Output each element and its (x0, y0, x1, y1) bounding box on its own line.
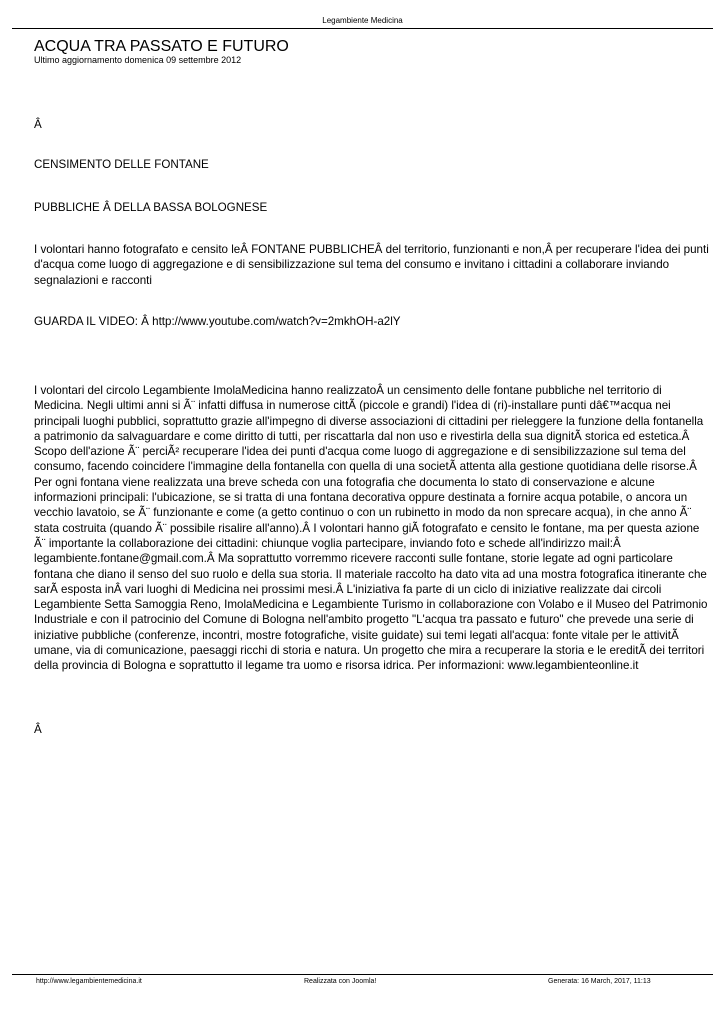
intro-paragraph: I volontari hanno fotografato e censito leÂ FONTANE PUBBLICHEÂ del territorio, funzionanti e non,Â per recuperare l'idea dei punti d'acqua come luogo di aggregazione e di sensibilizzazione sul tema del consumo e invitano i cittadini a collaborare inviando segnalazioni e racconti (34, 243, 709, 287)
main-body-paragraph: I volontari del circolo Legambiente ImolaMedicina hanno realizzatoÂ un censimento delle fontane pubbliche nel territorio di Medicina. Negli ultimi anni si Ã¨ infatti diffusa in numerose cittÃ (piccole e grandi) l'idea di (ri)-installare punti dâ€™acqua nei principali luoghi pubblici, soprattutto grazie all'impegno di diverse associazioni di cittadini per rieleggere la funzione della fontanella a patrimonio da salvaguardare e come diritto di tutti, per riscattarla dal non uso e rivestirla della sua dignitÃ storica ed estetica.Â Scopo dell'azione Ã¨ perciÃ² recuperare l'idea dei punti d'acqua come luogo di aggregazione e di sensibilizzazione sul tema del consumo, facendo coincidere l'immagine della fontanella con quella di una societÃ attenta alla gestione quotidiana delle risorse.Â Per ogni fontana viene realizzata una breve scheda con una fotografia che documenta lo stato di conservazione e alcune informazioni principali: l'ubicazione, se si tratta di una fontana decorativa oppure destinata a fornire acqua potabile, o ancora un vecchio lavatoio, se Ã¨ funzionante e come (a getto continuo o con un rubinetto in modo da non sprecare acqua), in che anno Ã¨ stata costruita (quando Ã¨ possibile risalire all'anno).Â I volontari hanno giÃ fotografato e censito le fontane, ma per questa azione Ã¨ importante la collaborazione dei cittadini: chiunque voglia partecipare, inviando foto e schede all'indirizzo mail:Â legambiente.fontane@gmail.com.Â Ma soprattutto vorremmo ricevere racconti sulle fontane, storie legate ad ogni particolare fontana che diano il senso del suo ruolo e della sua storia. Il materiale raccolto ha dato vita ad una mostra fotografica itinerante che sarÃ esposta inÂ vari luoghi di Medicina nei prossimi mesi.Â L'iniziativa fa parte di un ciclo di iniziative realizzate dai circoli Legambiente Setta Samoggia Reno, ImolaMedicina e Legambiente Turismo in collaborazione con Volabo e il Museo del Patrimonio Industriale e con il patrocinio del Comune di Bologna nell'ambito progetto "L'acqua tra passato e futuro" che prevede una serie di iniziative pubbliche (conferenze, incontri, mostre fotografiche, visite guidate) sui temi legati all'acqua: fonte vitale per le attivitÃ umane, via di comunicazione, paesaggi ricchi di storia e natura. Un progetto che mira a recuperare la storia e le ereditÃ dei territori della provincia di Bologna e soprattutto il legame tra uomo e risorsa idrica. Per informazioni: www.legambienteonline.it (34, 384, 708, 673)
page-header-site-name: Legambiente Medicina (322, 16, 403, 25)
body-paragraph-spacer: Â (34, 118, 42, 131)
section-heading-subtitle: PUBBLICHE Â DELLA BASSA BOLOGNESE (34, 201, 268, 214)
section-heading-census: CENSIMENTO DELLE FONTANE (34, 158, 209, 171)
body-paragraph-trailing: Â (34, 723, 42, 736)
article-title: ACQUA TRA PASSATO E FUTURO (34, 38, 289, 55)
footer-divider (12, 974, 713, 975)
footer-credit: Realizzata con Joomla! (304, 978, 377, 985)
header-divider (12, 28, 713, 29)
footer-generated-date: Generata: 16 March, 2017, 11:13 (548, 978, 651, 985)
footer-site-url: http://www.legambientemedicina.it (36, 978, 142, 985)
last-updated-text: Ultimo aggiornamento domenica 09 settembre 2012 (34, 55, 242, 65)
video-link-paragraph: GUARDA IL VIDEO: Â http://www.youtube.com/watch?v=2mkhOH-a2lY (34, 315, 401, 328)
